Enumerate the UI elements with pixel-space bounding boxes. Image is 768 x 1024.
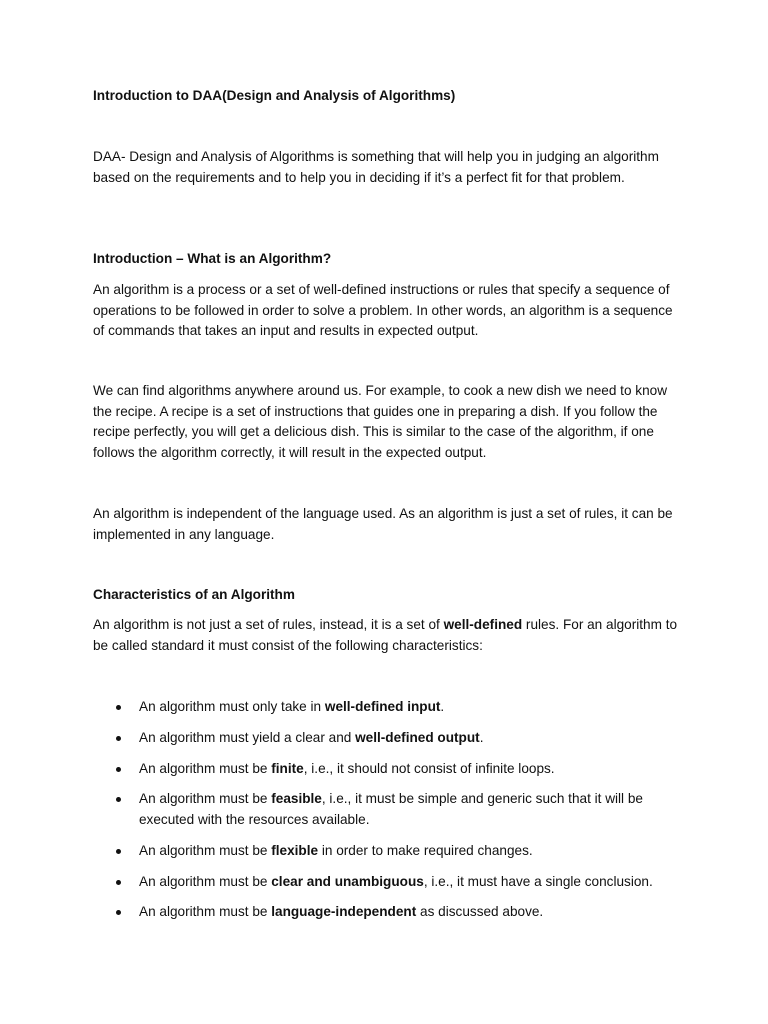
bullet-dot-icon xyxy=(116,736,121,741)
list-item-bold: clear and unambiguous xyxy=(271,873,424,889)
list-item-text-end: , i.e., it should not consist of infinite loops. xyxy=(303,760,555,776)
list-item-bold: feasible xyxy=(271,791,322,807)
list-item xyxy=(93,789,678,830)
list-item-bold: language-independent xyxy=(271,904,417,920)
list-item xyxy=(93,902,678,923)
list-item-bold: well-defined output xyxy=(355,729,480,745)
list-item-text-end: . xyxy=(479,729,484,745)
characteristics-intro-bold: well-defined xyxy=(443,617,523,632)
list-item xyxy=(93,759,678,780)
bullet-dot-icon xyxy=(116,797,121,802)
intro-paragraph: DAA- Design and Analysis of Algorithms is something that will help you in judging an algorithm based on the requirements and to help you in deciding if it’s a perfect fit for that problem. xyxy=(93,149,659,185)
list-item-text: An algorithm must only take in xyxy=(139,699,325,714)
characteristics-intro-text: An algorithm is not just a set of rules, instead, it is a set of xyxy=(93,617,444,632)
list-item-text-end: . xyxy=(440,699,445,714)
list-item-text: An algorithm must be xyxy=(139,904,272,920)
list-item xyxy=(93,872,678,893)
characteristics-list xyxy=(93,697,678,933)
section-heading-what-is-algorithm: Introduction – What is an Algorithm? xyxy=(93,251,332,266)
list-item-text: An algorithm must yield a clear and xyxy=(139,729,356,745)
characteristics-intro-paragraph xyxy=(93,615,678,656)
list-item-text: An algorithm must be xyxy=(139,760,272,776)
bullet-dot-icon xyxy=(116,910,121,915)
section-heading-characteristics: Characteristics of an Algorithm xyxy=(93,587,295,602)
list-item-text: An algorithm must be xyxy=(139,842,272,858)
list-item-text: An algorithm must be xyxy=(139,791,272,807)
bullet-dot-icon xyxy=(116,849,121,854)
bullet-dot-icon xyxy=(116,767,121,772)
list-item xyxy=(93,728,678,749)
list-item-text-end: as discussed above. xyxy=(416,904,544,920)
document-title: Introduction to DAA(Design and Analysis of Algorithms) xyxy=(93,88,456,103)
list-item xyxy=(93,697,678,718)
list-item-bold: finite xyxy=(271,760,304,776)
algorithm-definition-paragraph: An algorithm is a process or a set of well-defined instructions or rules that specify a sequence of operations to be followed in order to solve a problem. In other words, an algorithm is a sequence of commands that takes an input and results in expected output. xyxy=(93,282,673,339)
algorithm-example-paragraph: We can find algorithms anywhere around us. For example, to cook a new dish we need to know the recipe. A recipe is a set of instructions that guides one in preparing a dish. If you follow the recipe perfectly, you will get a delicious dish. This is similar to the case of the algorithm, if one follows the algorithm correctly, it will result in the expected output. xyxy=(93,383,668,460)
list-item-text: An algorithm must be xyxy=(139,873,272,889)
list-item-text-end: , i.e., it must have a single conclusion. xyxy=(423,873,653,889)
list-item-text-end: in order to make required changes. xyxy=(318,842,533,858)
list-item xyxy=(93,841,678,862)
list-item-bold: flexible xyxy=(271,842,319,858)
bullet-dot-icon xyxy=(116,880,121,885)
list-item-text-end: , i.e., it must be simple and generic such that it will be executed with the resources available. xyxy=(139,791,643,827)
bullet-dot-icon xyxy=(116,705,121,710)
list-item-bold: well-defined input xyxy=(324,699,441,714)
characteristics-intro-text-end: rules. For an algorithm to be called standard it must consist of the following characteristics: xyxy=(93,617,678,653)
language-independence-paragraph: An algorithm is independent of the language used. As an algorithm is just a set of rules, it can be implemented in any language. xyxy=(93,506,673,542)
